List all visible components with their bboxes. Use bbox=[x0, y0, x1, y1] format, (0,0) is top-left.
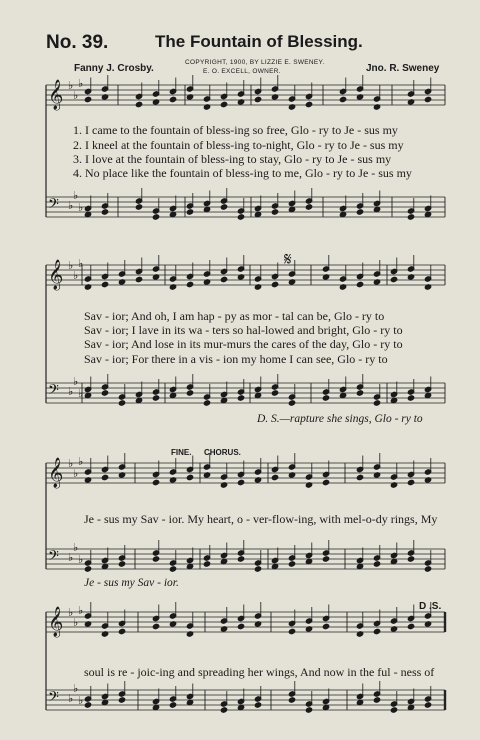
flat-sign-icon: ♭ bbox=[78, 201, 84, 214]
hymn-number: No. 39. bbox=[46, 32, 109, 53]
notehead-icon bbox=[84, 96, 91, 102]
notehead-icon bbox=[203, 561, 210, 567]
lyricist-credit: Fanny J. Crosby. bbox=[74, 63, 154, 74]
notehead-icon bbox=[186, 390, 193, 396]
chorus-lyric-line-1: Je - sus my Sav - ior. My heart, o - ver-flow-ing, with mel-o-dy rings, My bbox=[84, 512, 438, 526]
notehead-icon bbox=[220, 276, 227, 282]
notehead-icon bbox=[118, 400, 125, 406]
notehead-icon bbox=[373, 400, 380, 406]
notehead-icon bbox=[339, 96, 346, 102]
notehead-icon bbox=[118, 697, 125, 703]
notehead-icon bbox=[186, 281, 193, 287]
notehead-icon bbox=[424, 566, 431, 572]
notehead-icon bbox=[237, 556, 244, 562]
copyright-line-2: E. O. EXCELL, OWNER. bbox=[203, 68, 281, 75]
notehead-icon bbox=[407, 214, 414, 220]
flat-sign-icon: ♭ bbox=[73, 616, 79, 629]
notehead-icon bbox=[407, 395, 414, 401]
treble-clef-icon: 𝄞 bbox=[48, 458, 64, 488]
notehead-icon bbox=[237, 479, 244, 485]
notehead-icon bbox=[152, 214, 159, 220]
notehead-icon bbox=[424, 96, 431, 102]
notehead-icon bbox=[322, 623, 329, 629]
notehead-icon bbox=[237, 623, 244, 629]
notehead-icon bbox=[288, 697, 295, 703]
flat-sign-icon: ♭ bbox=[78, 604, 84, 617]
composer-credit: Jno. R. Sweney bbox=[366, 63, 440, 74]
flat-sign-icon: ♭ bbox=[78, 387, 84, 400]
hymn-title: The Fountain of Blessing. bbox=[155, 32, 363, 51]
flat-sign-icon: ♭ bbox=[78, 77, 84, 90]
notehead-icon bbox=[305, 101, 312, 107]
flat-sign-icon: ♭ bbox=[68, 606, 74, 619]
verse-3-line-2: Sav - ior; And lose in its mur-murs the cares of the day, Glo - ry to bbox=[84, 337, 403, 351]
notehead-icon bbox=[390, 276, 397, 282]
chorus-mark: CHORUS. bbox=[204, 448, 241, 457]
notehead-icon bbox=[118, 628, 125, 634]
notehead-icon bbox=[424, 702, 431, 708]
notehead-icon bbox=[135, 101, 142, 107]
verse-4-line-1: 4. No place like the fountain of bless-ing to me, Glo - ry to Je - sus my bbox=[73, 166, 412, 180]
notehead-icon bbox=[373, 561, 380, 567]
notehead-icon bbox=[373, 697, 380, 703]
treble-clef-icon: 𝄞 bbox=[48, 607, 64, 637]
notehead-icon bbox=[322, 395, 329, 401]
flat-sign-icon: ♭ bbox=[73, 467, 79, 480]
flat-sign-icon: ♭ bbox=[78, 257, 84, 270]
notehead-icon bbox=[390, 707, 397, 713]
notehead-icon bbox=[288, 628, 295, 634]
segno-sign: 𝄋 bbox=[284, 249, 292, 269]
verse-3-line-1: 3. I love at the fountain of bless-ing to stay, Glo - ry to Je - sus my bbox=[73, 152, 392, 166]
notehead-icon bbox=[220, 707, 227, 713]
notehead-icon bbox=[101, 390, 108, 396]
flat-sign-icon: ♭ bbox=[73, 189, 79, 202]
flat-sign-icon: ♭ bbox=[68, 692, 74, 705]
treble-clef-icon: 𝄞 bbox=[48, 80, 64, 110]
notehead-icon bbox=[322, 556, 329, 562]
notehead-icon bbox=[271, 390, 278, 396]
notehead-icon bbox=[356, 474, 363, 480]
notehead-icon bbox=[254, 96, 261, 102]
flat-sign-icon: ♭ bbox=[68, 259, 74, 272]
notehead-icon bbox=[135, 276, 142, 282]
notehead-icon bbox=[254, 566, 261, 572]
bass-clef-icon: 𝄢 bbox=[48, 196, 59, 216]
notehead-icon bbox=[101, 209, 108, 215]
notehead-icon bbox=[118, 561, 125, 567]
flat-sign-icon: ♭ bbox=[73, 269, 79, 282]
flat-sign-icon: ♭ bbox=[78, 553, 84, 566]
notehead-icon bbox=[84, 566, 91, 572]
ds-return-lyric: D. S.—rapture she sings, Glo - ry to bbox=[257, 413, 423, 425]
verse-1-line-2: Sav - ior; And oh, I am hap - py as mor - tal can be, Glo - ry to bbox=[84, 309, 385, 323]
verse-4-line-2: Sav - ior; For there in a vis - ion my home I can see, Glo - ry to bbox=[84, 352, 388, 366]
flat-sign-icon: ♭ bbox=[73, 541, 79, 554]
fine-mark: FINE. bbox=[171, 448, 192, 457]
notehead-icon bbox=[288, 400, 295, 406]
notehead-icon bbox=[356, 281, 363, 287]
notehead-icon bbox=[101, 474, 108, 480]
notehead-icon bbox=[203, 400, 210, 406]
notehead-icon bbox=[407, 556, 414, 562]
flat-sign-icon: ♭ bbox=[73, 375, 79, 388]
notehead-icon bbox=[237, 395, 244, 401]
notehead-icon bbox=[135, 204, 142, 210]
notehead-icon bbox=[305, 707, 312, 713]
notehead-icon bbox=[237, 214, 244, 220]
notehead-icon bbox=[271, 209, 278, 215]
notehead-icon bbox=[101, 281, 108, 287]
flat-sign-icon: ♭ bbox=[78, 455, 84, 468]
notehead-icon bbox=[186, 209, 193, 215]
notehead-icon bbox=[271, 281, 278, 287]
flat-sign-icon: ♭ bbox=[78, 694, 84, 707]
notehead-icon bbox=[152, 556, 159, 562]
notehead-icon bbox=[407, 479, 414, 485]
flat-sign-icon: ♭ bbox=[73, 89, 79, 102]
notehead-icon bbox=[407, 623, 414, 629]
notehead-icon bbox=[356, 209, 363, 215]
notehead-icon bbox=[373, 628, 380, 634]
chorus-bass-lyric: Je - sus my Sav - ior. bbox=[84, 577, 179, 589]
bass-clef-icon: 𝄢 bbox=[48, 689, 59, 709]
notehead-icon bbox=[220, 101, 227, 107]
treble-clef-icon: 𝄞 bbox=[48, 260, 64, 290]
ds-mark: D .S. bbox=[419, 601, 442, 612]
notehead-icon bbox=[288, 561, 295, 567]
notehead-icon bbox=[169, 96, 176, 102]
notehead-icon bbox=[169, 566, 176, 572]
flat-sign-icon: ♭ bbox=[68, 551, 74, 564]
notehead-icon bbox=[220, 204, 227, 210]
chorus-lyric-line-2: soul is re - joic-ing and spreading her wings, And now in the ful - ness of bbox=[84, 665, 435, 679]
notehead-icon bbox=[152, 395, 159, 401]
bass-clef-icon: 𝄢 bbox=[48, 382, 59, 402]
notehead-icon bbox=[169, 702, 176, 708]
flat-sign-icon: ♭ bbox=[68, 79, 74, 92]
verse-2-line-1: 2. I kneel at the fountain of bless-ing to-night, Glo - ry to Je - sus my bbox=[73, 138, 404, 152]
flat-sign-icon: ♭ bbox=[68, 457, 74, 470]
notehead-icon bbox=[84, 702, 91, 708]
notehead-icon bbox=[322, 479, 329, 485]
flat-sign-icon: ♭ bbox=[68, 199, 74, 212]
bass-clef-icon: 𝄢 bbox=[48, 548, 59, 568]
notehead-icon bbox=[271, 474, 278, 480]
flat-sign-icon: ♭ bbox=[68, 385, 74, 398]
copyright-line-1: COPYRIGHT, 1900, BY LIZZIE E. SWENEY. bbox=[185, 59, 325, 66]
notehead-icon bbox=[356, 390, 363, 396]
notehead-icon bbox=[152, 623, 159, 629]
notehead-icon bbox=[186, 474, 193, 480]
flat-sign-icon: ♭ bbox=[73, 682, 79, 695]
notehead-icon bbox=[254, 702, 261, 708]
verse-1-line-1: 1. I came to the fountain of bless-ing so free, Glo - ry to Je - sus my bbox=[73, 123, 398, 137]
verse-2-line-2: Sav - ior; I lave in its wa - ters so hal-lowed and bright, Glo - ry to bbox=[84, 323, 403, 337]
notehead-icon bbox=[305, 204, 312, 210]
notehead-icon bbox=[152, 479, 159, 485]
